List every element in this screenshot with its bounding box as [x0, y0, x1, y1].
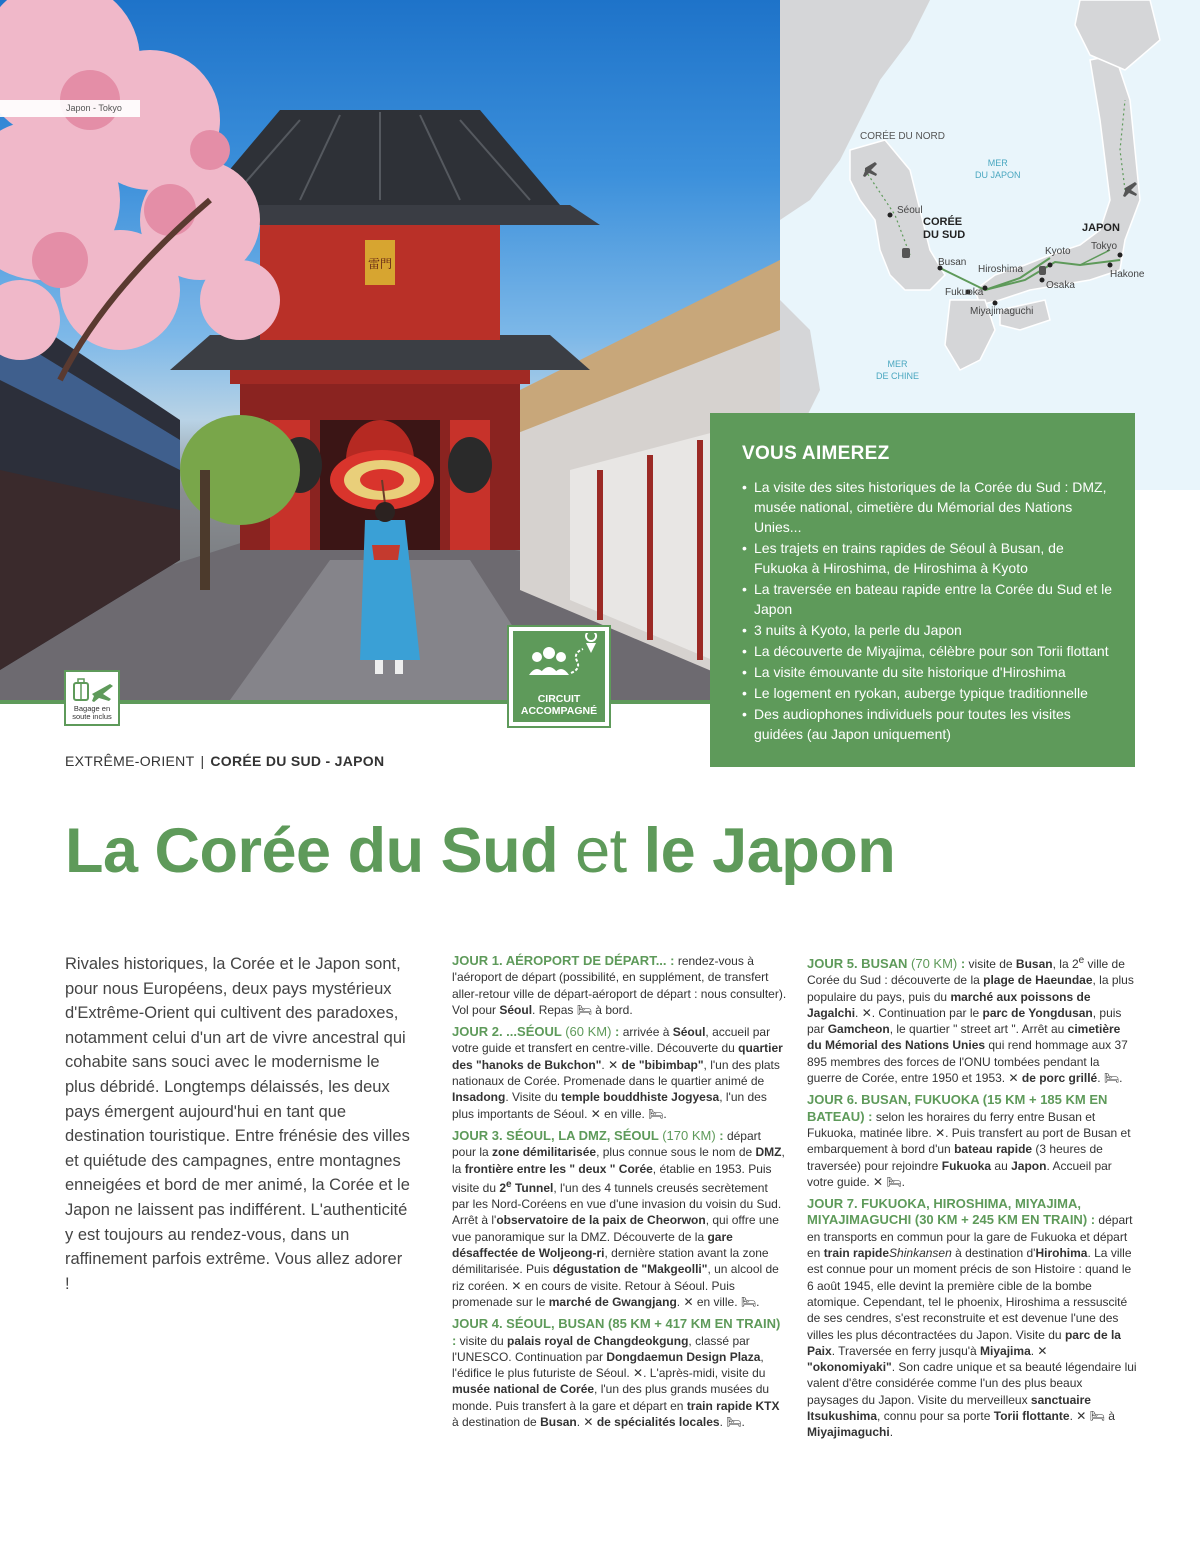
highlight-item: • 3 nuits à Kyoto, la perle du Japon [742, 620, 1115, 640]
gate-sign: 雷門 [367, 257, 393, 271]
map-label-japan: JAPON [1082, 222, 1120, 234]
highlight-item: • Des audiophones individuels pour toutes les visites guidées (au Japon uniquement) [742, 704, 1115, 744]
highlights-title: VOUS AIMEREZ [742, 443, 890, 464]
page-title [65, 815, 895, 887]
map-city-busan: Busan [938, 257, 967, 268]
itinerary-column-2 [807, 953, 1137, 1447]
group-route-icon [513, 633, 605, 693]
highlight-item: • Les trajets en trains rapides de Séoul à Busan, de Fukuoka à Hiroshima, de Hiroshima à Kyoto [742, 538, 1115, 578]
highlights-list [742, 477, 1115, 744]
guided-tour-label [513, 693, 605, 717]
breadcrumb-region: EXTRÊME-ORIENT [65, 753, 195, 769]
sea-china-line2: DE CHINE [876, 371, 920, 381]
intro-paragraph: Rivales historiques, la Corée et le Japon sont, pour nous Européens, deux pays mystérieux d'Extrême-Orient qui cultivent des paradoxes, notamment celui d'un art de vivre ancestral qui cohabite sans souci avec le modernisme le plus débridé. Longtemps délaissés, les deux pays émergent aujourd'hui en tant que destination touristique. Entre frénésie des villes et quiétude des campagnes, entre montagnes enneigées et bord de mer animé, la Corée et le Japon ne laissent pas indifférent. L'authenticité y est toujours au rendez-vous, dans un raffinement parfois extrême. Vous allez adorer ! [65, 955, 410, 1293]
map-city-tokyo: Tokyo [1091, 241, 1118, 252]
baggage-badge [64, 670, 120, 726]
title-part2: et [558, 816, 644, 886]
photo-caption: Japon - Tokyo [0, 100, 140, 117]
map-label-sea-japan [975, 157, 1021, 181]
sea-japan-line1: MER [987, 158, 1008, 168]
sea-japan-line2: DU JAPON [975, 170, 1021, 180]
baggage-label: Bagage en soute inclus [72, 704, 112, 721]
breadcrumb-countries: CORÉE DU SUD - JAPON [210, 753, 385, 769]
south-korea-line2: DU SUD [923, 229, 966, 241]
breadcrumb-separator: | [200, 753, 205, 769]
map-label-sea-china [876, 358, 919, 382]
map-city-osaka: Osaka [1046, 280, 1075, 291]
itinerary-day-1: JOUR 1. AÉROPORT DE DÉPART... : rendez-vous à l'aéroport de départ (possibilité, en supplément, de transfert aller-retour ville de départ-aéroport de départ : nous consulter). Vol pour Séoul. Repas 🛏 à bord. [452, 953, 787, 1017]
map-label-north-korea: CORÉE DU NORD [860, 131, 946, 142]
map-city-seoul: Séoul [897, 205, 923, 216]
highlight-item: • La visite émouvante du site historique d'Hiroshima [742, 662, 1115, 682]
title-part3: le Japon [643, 816, 896, 886]
map-city-hiroshima: Hiroshima [978, 264, 1024, 275]
map-city-fukuoka: Fukuoka [945, 287, 984, 298]
itinerary-day-7: JOUR 7. FUKUOKA, HIROSHIMA, MIYAJIMA, MIYAJIMAGUCHI (30 KM + 245 KM EN TRAIN) : départ en transports en commun pour la gare de Fukuoka et départ en train rapideShinkansen à destination d'Hirohima. La ville est connue pour un moment précis de son Histoire : quand le 6 août 1945, elle devint la première cible de la bombe atomique. Cependant, tel le phoenix, Hiroshima a ressuscité de ses cendres, s'est reconstruite et est devenue l'une des villes les plus décontractées du Japon. Visite du parc de la Paix. Traversée en ferry jusqu'à Miyajima. ✕ "okonomiyaki". Son cadre unique et sa beauté légendaire lui valent d'être considérée comme l'un des plus beaux paysages du Japon. Visite du merveilleux sanctuaire Itsukushima, connu pour sa porte Torii flottante. ✕ 🛏 à Miyajimaguchi. [807, 1196, 1137, 1440]
itinerary-day-3: JOUR 3. SÉOUL, LA DMZ, SÉOUL (170 KM) : départ pour la zone démilitarisée, plus connue sous le nom de DMZ, la frontière entre les " deux " Corée, établie en 1953. Puis visite du 2e Tunnel, l'un des 4 tunnels creusés secrètement par les Nord-Coréens en vue d'une invasion du voisin du Sud. Arrêt à l'observatoire de la paix de Cheorwon, qui offre une vue panoramique sur la DMZ. Découverte de la gare désaffectée de Woljeong-ri, dernière station avant la zone démilitarisée. Puis dégustation de "Makgeolli", un alcool de riz coréen. ✕ en cours de visite. Retour à Séoul. Puis promenade sur le marché de Gwangjang. ✕ en ville. 🛏. [452, 1127, 785, 1309]
map-city-kyoto: Kyoto [1045, 246, 1071, 257]
itinerary-day-2: JOUR 2. ...SÉOUL (60 KM) : arrivée à Séoul, accueil par votre guide et transfert en centre-ville. Découverte du quartier des "hanoks de Bukchon". ✕ de "bibimbap", l'un des plats nationaux de Corée. Promenade dans le quartier animé de Insadong. Visite du temple bouddhiste Jogyesa, l'un des plus importants de Séoul. ✕ en ville. 🛏. [452, 1024, 783, 1121]
sea-china-line1: MER [887, 359, 908, 369]
breadcrumb [65, 753, 384, 769]
guided-tour-badge [509, 627, 609, 726]
highlights-box [710, 413, 1135, 767]
guided-tour-label-line1: CIRCUIT [537, 693, 581, 705]
title-part1: La Corée du Sud [65, 816, 559, 886]
hero-photo [0, 0, 780, 700]
map-city-hakone: Hakone [1110, 269, 1145, 280]
itinerary-day-6: JOUR 6. BUSAN, FUKUOKA (15 KM + 185 KM EN BATEAU) : selon les horaires du ferry entre Busan et Fukuoka, matinée libre. ✕. Puis transfert au port de Busan et embarquement à bord d'un bateau rapide (3 heures de traversée) pour rejoindre Fukuoka au Japon. Accueil par votre guide. ✕ 🛏. [807, 1092, 1131, 1189]
itinerary-day-4: JOUR 4. SÉOUL, BUSAN (85 KM + 417 KM EN TRAIN) : visite du palais royal de Changdeokgung, classé par l'UNESCO. Continuation par Dongdaemun Design Plaza, l'édifice le plus futuriste de Séoul. ✕. L'après-midi, visite du musée national de Corée, l'un des plus grands musées du monde. Puis transfert à la gare et départ en train rapide KTX à destination de Busan. ✕ de spécialités locales. 🛏. [452, 1316, 781, 1430]
south-korea-line1: CORÉE [923, 216, 963, 228]
itinerary-column-1 [452, 953, 788, 1436]
guided-tour-label-line2: ACCOMPAGNÉ [520, 705, 598, 717]
suitcase-plane-icon [66, 674, 118, 706]
highlight-item: • Le logement en ryokan, auberge typique traditionnelle [742, 683, 1115, 703]
map-label-south-korea [923, 216, 965, 242]
highlight-item: • La découverte de Miyajima, célèbre pour son Torii flottant [742, 641, 1115, 661]
highlight-item: • La visite des sites historiques de la Corée du Sud : DMZ, musée national, cimetière du Mémorial des Nations Unies... [742, 477, 1115, 537]
highlight-item: • La traversée en bateau rapide entre la Corée du Sud et le Japon [742, 579, 1115, 619]
map-city-miyajimaguchi: Miyajimaguchi [970, 306, 1034, 317]
itinerary-day-5: JOUR 5. BUSAN (70 KM) : visite de Busan, la 2e ville de Corée du Sud : découverte de la plage de Haeundae, la plus populaire du pays, puis du marché aux poissons de Jagalchi. ✕. Continuation par le parc de Yongdusan, puis par Gamcheon, le quartier " street art ". Arrêt au cimetière du Mémorial des Nations Unies qui rend hommage aux 37 895 membres des forces de l'ONU tombées pendant la guerre de Corée, entre 1950 et 1953. ✕ de porc grillé. 🛏. [807, 955, 1134, 1086]
